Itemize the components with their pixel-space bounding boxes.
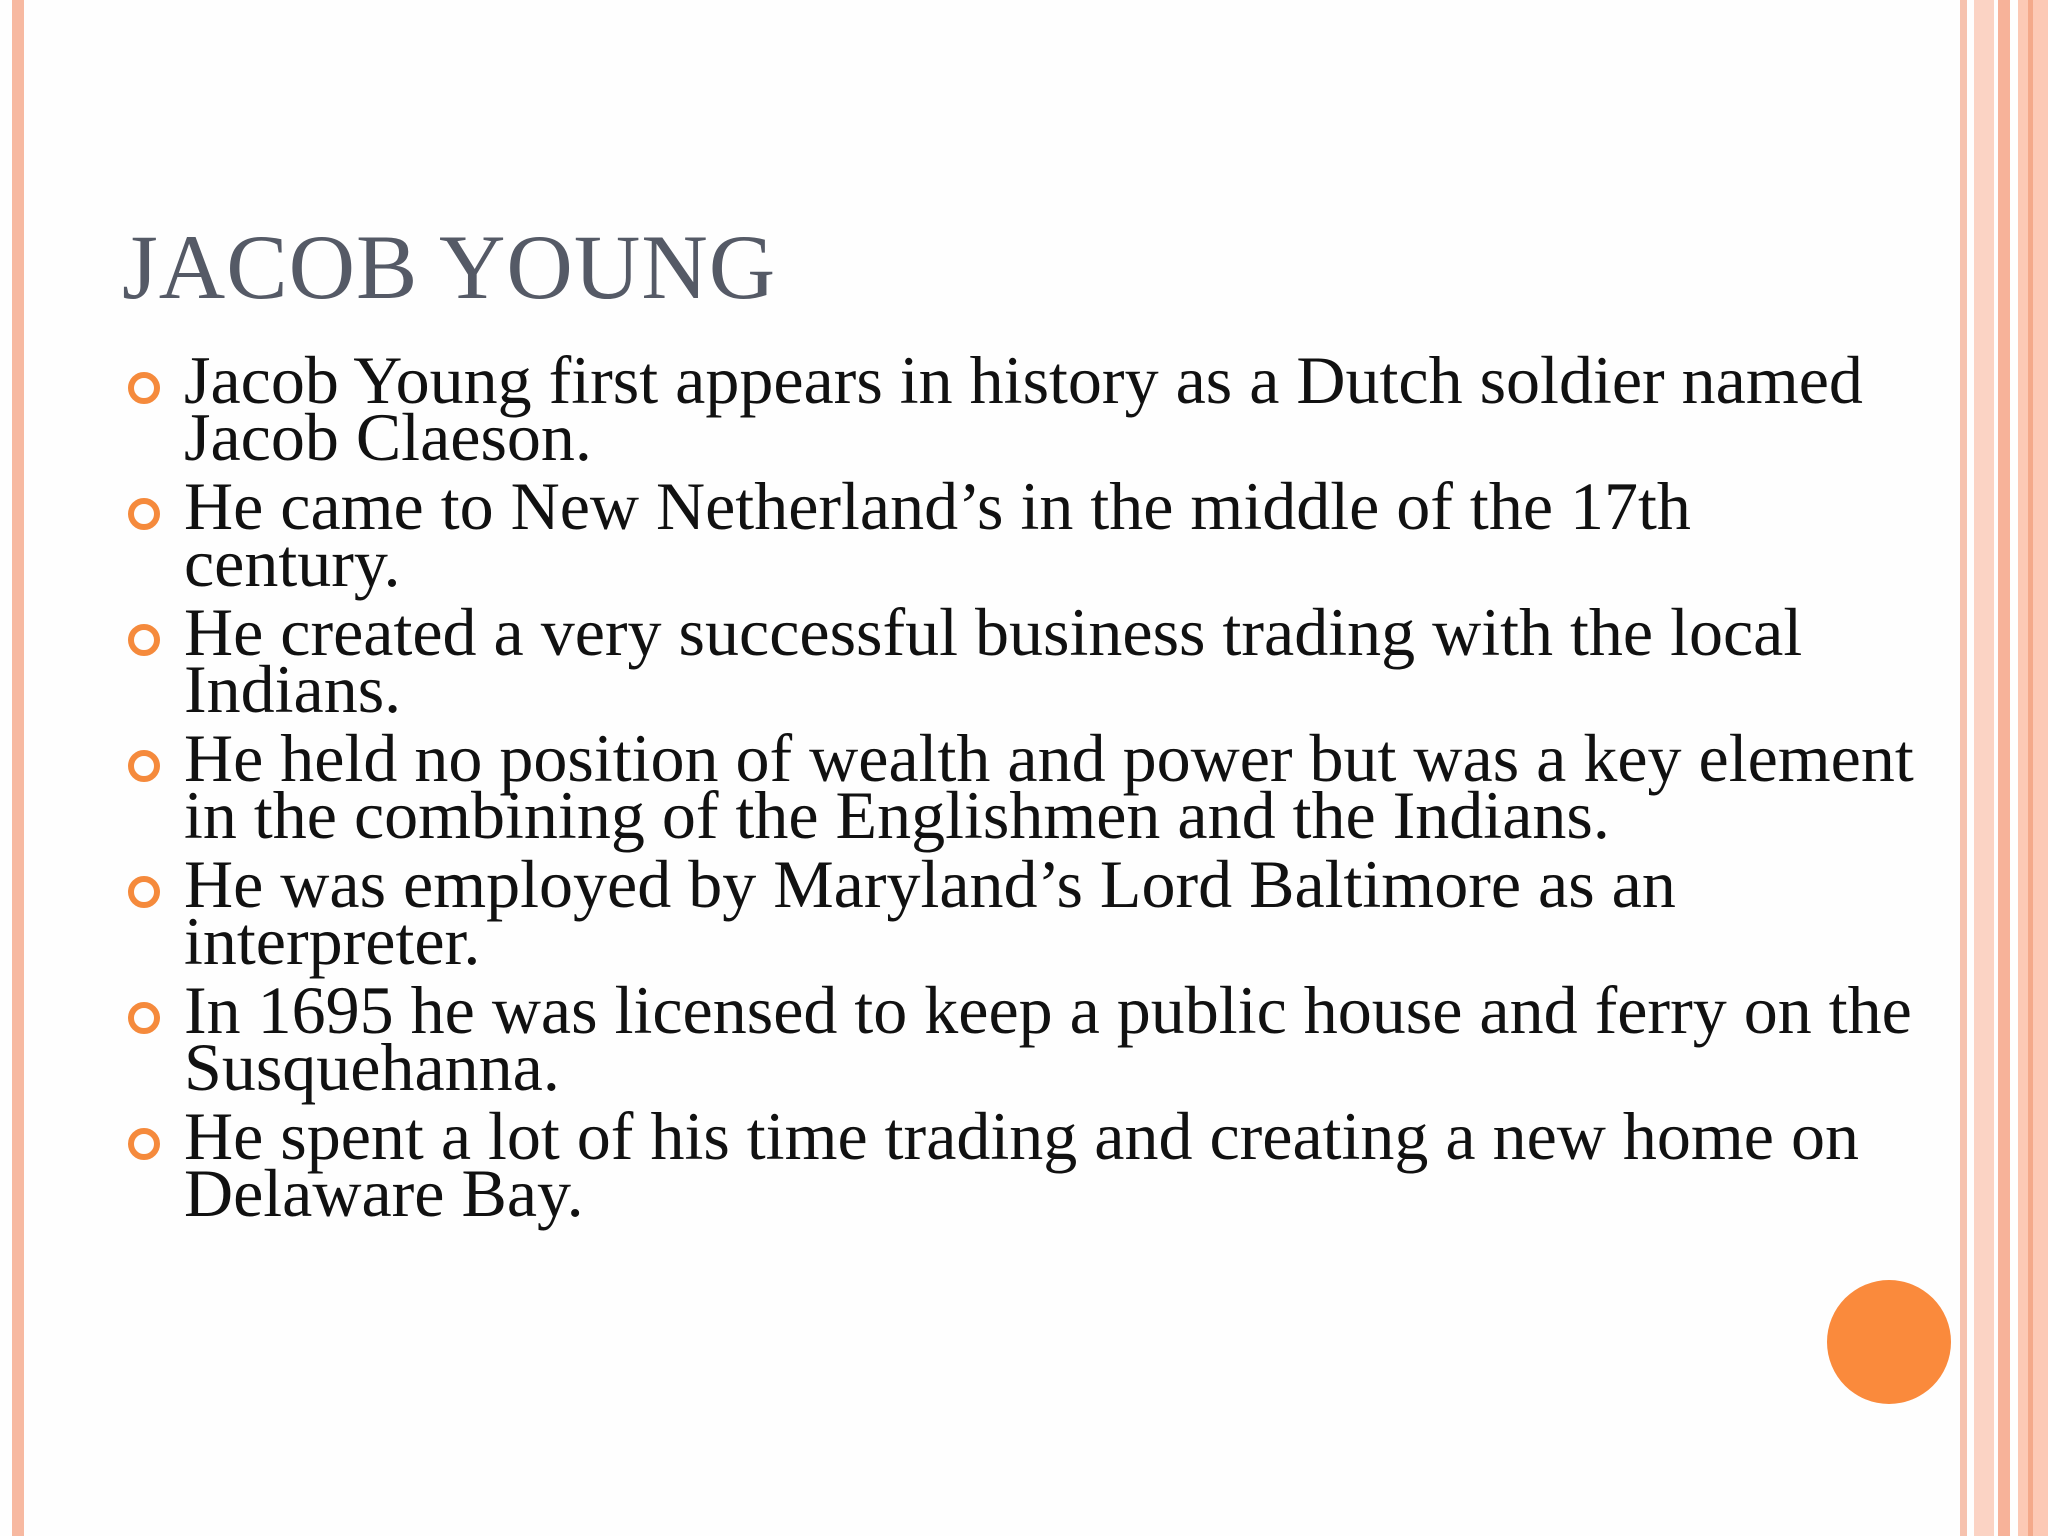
bullet-circle-icon (128, 876, 160, 908)
bullet-item (0, 846, 1924, 979)
bullet-list (0, 342, 1950, 1234)
bullet-item (0, 972, 1924, 1105)
bullet-text: In 1695 he was licensed to keep a public house and ferry on the Susquehanna. (184, 972, 1912, 1105)
right-border-stripe (2028, 0, 2033, 1536)
bullet-circle-icon (128, 1128, 160, 1160)
bullet-text: He spent a lot of his time trading and creating a new home on Delaware Bay. (184, 1098, 1859, 1231)
bullet-text: He held no position of wealth and power but was a key element in the combining of the Englishmen and the Indians. (184, 720, 1914, 853)
bullet-circle-icon (128, 1002, 160, 1034)
slide-title: JACOB YOUNG (122, 216, 777, 318)
bullet-text: He came to New Netherland’s in the middle of the 17th century. (184, 468, 1691, 601)
right-border-stripe (1974, 0, 1994, 1536)
bullet-item (0, 342, 1924, 475)
bullet-item (0, 1098, 1924, 1231)
bullet-circle-icon (128, 750, 160, 782)
bullet-text: He created a very successful business trading with the local Indians. (184, 594, 1803, 727)
right-border-stripe (1960, 0, 1967, 1536)
bullet-circle-icon (128, 624, 160, 656)
bullet-item (0, 720, 1924, 853)
bullet-circle-icon (128, 372, 160, 404)
right-border-stripe (1998, 0, 2010, 1536)
right-border-stripe (2018, 0, 2048, 1536)
bullet-circle-icon (128, 498, 160, 530)
orange-circle-decoration (1827, 1280, 1951, 1404)
bullet-text: He was employed by Maryland’s Lord Baltimore as an interpreter. (184, 846, 1676, 979)
bullet-text: Jacob Young first appears in history as a Dutch soldier named Jacob Claeson. (184, 342, 1863, 475)
bullet-item (0, 468, 1924, 601)
bullet-item (0, 594, 1924, 727)
